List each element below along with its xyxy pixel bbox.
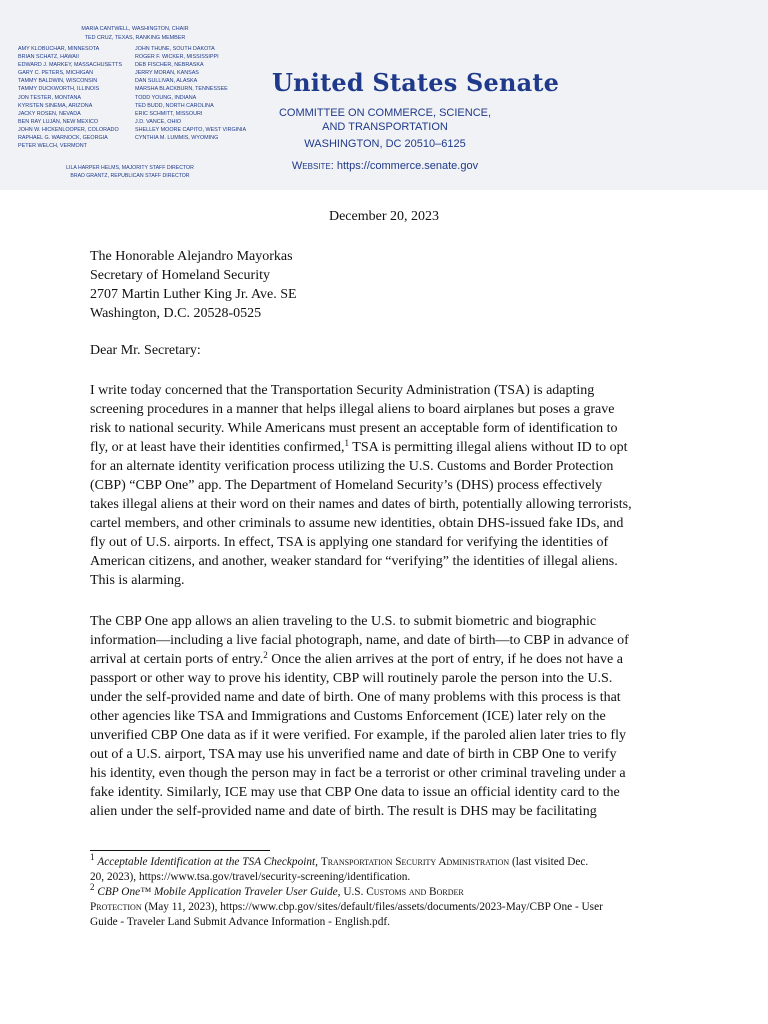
text-line: fake identity. Similarly, ICE may use that CBP One data to issue an official identity card to the: [90, 785, 620, 800]
text-line: cartel members, and other criminals to assume new identities, obtain DHS-issued fake IDs, and: [90, 516, 624, 531]
member-name: ERIC SCHMITT, MISSOURI: [135, 110, 203, 117]
member-name: PETER WELCH, VERMONT: [18, 143, 87, 150]
member-name: JACKY ROSEN, NEVADA: [18, 110, 81, 117]
member-name: RAPHAEL G. WARNOCK, GEORGIA: [18, 135, 108, 142]
footnote-org: U.S. Customs and Border: [343, 886, 464, 898]
text-line: unverified CBP One data as if it were verified. For example, if the paroled alien later tries to fly: [90, 728, 626, 743]
footnote-number: 1: [90, 852, 95, 862]
committee-address: WASHINGTON, DC 20510–6125: [304, 138, 466, 150]
staff-director: LILA HARPER HELMS, MAJORITY STAFF DIRECTOR: [66, 165, 194, 171]
footnote-org: Transportation Security Administration: [320, 856, 510, 868]
text-line: This is alarming.: [90, 573, 185, 588]
text-line: fly out of U.S. airports. In effect, TSA is applying one standard for verifying the identities of: [90, 535, 609, 550]
text-line: [90, 650, 690, 669]
member-name: DEB FISCHER, NEBRASKA: [135, 62, 204, 69]
recipient-line: Washington, D.C. 20528-0525: [90, 306, 262, 321]
member-name: GARY C. PETERS, MICHIGAN: [18, 70, 93, 77]
committee-line: AND TRANSPORTATION: [322, 121, 448, 133]
member-name: BRIAN SCHATZ, HAWAII: [18, 54, 79, 61]
footnote-line: [90, 882, 700, 900]
footnote-text: (last visited Dec.: [512, 856, 589, 868]
text-line: alien under the self-provided name and date of birth. The result is DHS may be facilitating: [90, 804, 597, 819]
recipient-line: The Honorable Alejandro Mayorkas: [90, 249, 293, 264]
member-name: BEN RAY LUJÁN, NEW MEXICO: [18, 118, 99, 125]
text-line: I write today concerned that the Transportation Security Administration (TSA) is adapting: [90, 383, 595, 398]
paragraph-1: [90, 381, 690, 590]
ranking-member-name: TED CRUZ, TEXAS, RANKING MEMBER: [84, 35, 186, 41]
text-line: (CBP) “CBP One” app. The Department of Homeland Security’s (DHS) process effectively: [90, 478, 603, 493]
member-name: EDWARD J. MARKEY, MASSACHUSETTS: [18, 62, 122, 69]
member-name: SHELLEY MOORE CAPITO, WEST VIRGINIA: [135, 126, 247, 133]
footnote-number: 2: [90, 882, 95, 892]
text-line: other agencies like TSA and Immigrations and Customs Enforcement (ICE) later rely on the: [90, 709, 606, 724]
letter-date: December 20, 2023: [328, 209, 440, 224]
committee-name: [270, 106, 500, 134]
paragraph-2: [90, 612, 690, 821]
footnote-link[interactable]: Guide - Traveler Land Submit Advance Information - English.pdf.: [90, 916, 390, 928]
text-span: Once the alien arrives at the port of entry, if he does not have a: [267, 652, 623, 667]
website-label: Website:: [291, 160, 334, 172]
text-span: fly, or at least have their identities confirmed,: [90, 440, 345, 455]
text-line: out of a U.S. airport, TSA may use his unverified name and date of birth in CBP One to verify: [90, 747, 617, 762]
text-span: arrival at certain ports of entry.: [90, 652, 264, 667]
member-name: TED BUDD, NORTH CAROLINA: [135, 102, 214, 109]
text-line: his identity, even though the person may in fact be a terrorist or other criminal traveling under a: [90, 766, 626, 781]
text-line: [90, 438, 690, 457]
member-name: KYRSTEN SINEMA, ARIZONA: [18, 102, 93, 109]
footnote-1: [90, 852, 700, 885]
member-name: JERRY MORAN, KANSAS: [135, 70, 199, 77]
member-name: AMY KLOBUCHAR, MINNESOTA: [18, 46, 100, 52]
text-line: takes illegal aliens at their word on their names and dates of birth, potentially allowing terrorists,: [90, 497, 632, 512]
recipient-address: [90, 247, 297, 323]
members-right-column: [135, 45, 246, 142]
recipient-line: Secretary of Homeland Security: [90, 268, 270, 283]
text-line: The CBP One app allows an alien traveling to the U.S. to submit biometric and biographic: [90, 614, 597, 629]
footnote-line: [90, 900, 700, 915]
senate-wordmark: United States Senate: [272, 68, 560, 97]
footnote-ref-1[interactable]: 1: [344, 438, 350, 448]
footnote-ref-2[interactable]: 2: [263, 650, 268, 660]
text-line: American citizens, and another, weaker standard for “verifying” the identities of illegal aliens.: [90, 554, 618, 569]
salutation: Dear Mr. Secretary:: [90, 343, 201, 358]
member-name: J.D. VANCE, OHIO: [135, 118, 182, 125]
footnote-org: Protection: [90, 901, 142, 913]
member-name: JOHN W. HICKENLOOPER, COLORADO: [18, 126, 119, 133]
footnote-divider: [90, 850, 270, 851]
member-name: ROGER F. WICKER, MISSISSIPPI: [135, 54, 219, 61]
member-name: JOHN THUNE, SOUTH DAKOTA: [135, 46, 215, 52]
staff-director: BRAD GRANTZ, REPUBLICAN STAFF DIRECTOR: [70, 173, 190, 179]
footnote-title: CBP One™ Mobile Application Traveler User Guide,: [97, 886, 341, 898]
member-name: TODD YOUNG, INDIANA: [135, 94, 197, 101]
footnote-link[interactable]: 20, 2023), https://www.tsa.gov/travel/security-screening/identification.: [90, 871, 411, 883]
text-span: TSA is permitting illegal aliens without ID to opt: [349, 440, 628, 455]
text-line: under the self-provided name and date of birth. One of many problems with this process is that: [90, 690, 621, 705]
member-name: MARSHA BLACKBURN, TENNESSEE: [135, 86, 228, 93]
footnote-2: [90, 882, 700, 930]
committee-line: COMMITTEE ON COMMERCE, SCIENCE,: [278, 107, 492, 119]
member-name: TAMMY DUCKWORTH, ILLINOIS: [18, 86, 100, 93]
recipient-line: 2707 Martin Luther King Jr. Ave. SE: [90, 287, 297, 302]
footnote-link[interactable]: (May 11, 2023), https://www.cbp.gov/sites/default/files/assets/documents/2023-May/CBP One - User: [144, 901, 603, 913]
text-line: screening procedures in a manner that helps illegal aliens to board airplanes but poses a grave: [90, 402, 615, 417]
member-name: DAN SULLIVAN, ALASKA: [135, 78, 198, 85]
text-line: information—including a live facial photograph, name, and date of birth—to CBP in advance of: [90, 633, 629, 648]
member-name: TAMMY BALDWIN, WISCONSIN: [18, 78, 98, 85]
text-line: risk to national security. While Americans must present an acceptable form of identification to: [90, 421, 618, 436]
letterhead: [0, 0, 768, 190]
website-line: [270, 160, 500, 172]
member-name: JON TESTER, MONTANA: [18, 94, 81, 101]
text-line: for an alternate identity verification process utilizing the U.S. Customs and Border Protection: [90, 459, 614, 474]
members-left-column: [18, 45, 122, 150]
footnote-title: Acceptable Identification at the TSA Checkpoint,: [97, 856, 318, 868]
text-line: passport or other way to prove his identity, CBP will routinely parole the person into the U.S.: [90, 671, 613, 686]
footnote-line: [90, 852, 700, 870]
website-link[interactable]: https://commerce.senate.gov: [336, 160, 479, 172]
member-name: CYNTHIA M. LUMMIS, WYOMING: [135, 135, 219, 142]
chair-name: MARIA CANTWELL, WASHINGTON, CHAIR: [81, 26, 189, 32]
